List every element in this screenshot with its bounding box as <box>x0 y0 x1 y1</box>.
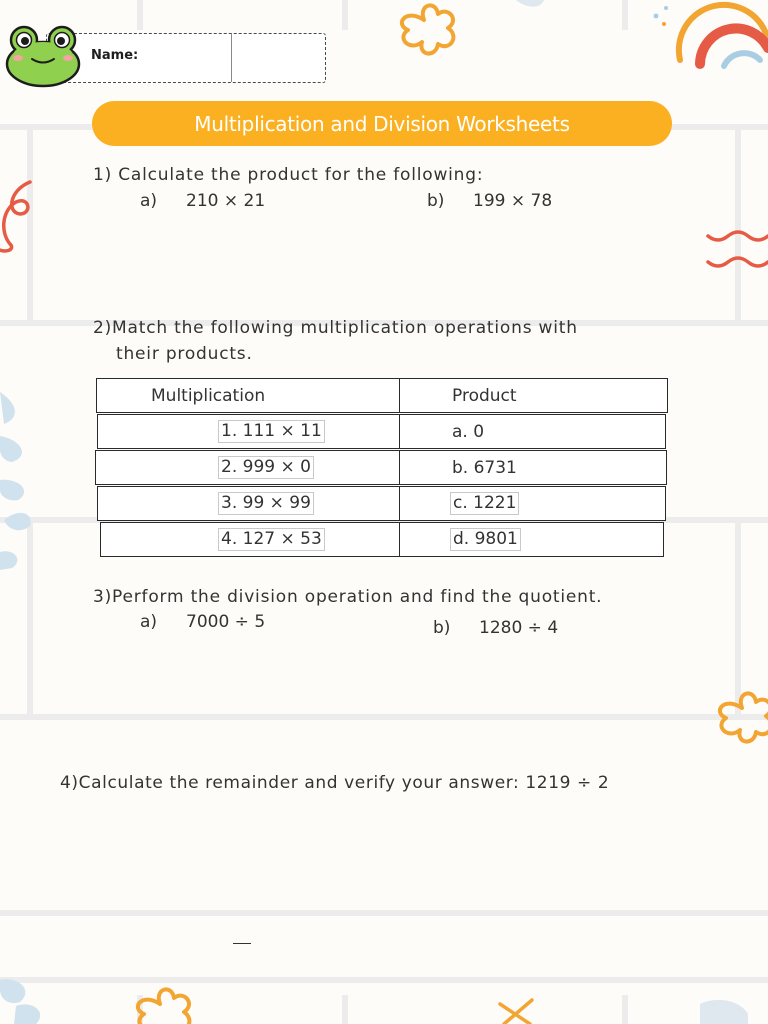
table-cell-product: d. 9801 <box>450 528 521 551</box>
question-1-prompt: 1) Calculate the product for the following: <box>93 165 484 185</box>
question-label: b) <box>433 618 451 638</box>
question-label: b) <box>427 191 445 211</box>
question-2-prompt-line2: their products. <box>116 344 253 364</box>
name-field-divider <box>231 34 232 82</box>
name-label: Name: <box>91 48 139 63</box>
table-header: Product <box>452 386 517 406</box>
leaf-doodle-icon <box>0 979 40 1024</box>
table-row <box>97 414 666 449</box>
flower-doodle-icon <box>402 5 454 53</box>
table-cell-multiplication: 3. 99 × 99 <box>218 492 314 515</box>
question-1a <box>140 191 265 211</box>
question-2-prompt-line1: 2)Match the following multiplication operations with <box>93 318 578 338</box>
question-3a <box>140 612 265 632</box>
cross-doodle-icon <box>500 1000 532 1024</box>
leaf-doodle-icon <box>0 392 31 570</box>
question-label: a) <box>140 191 158 211</box>
title-banner <box>92 101 672 146</box>
question-label: a) <box>140 612 158 632</box>
frog-icon <box>4 22 82 88</box>
table-row <box>95 450 667 485</box>
table-cell-product: b. 6731 <box>452 458 517 478</box>
question-4-prompt: 4)Calculate the remainder and verify your answer: 1219 ÷ 2 <box>60 773 610 793</box>
answer-dash <box>233 943 251 944</box>
table-header: Multiplication <box>151 386 266 406</box>
question-1b <box>427 191 552 211</box>
question-3-prompt: 3)Perform the division operation and find the quotient. <box>93 587 603 607</box>
table-cell-multiplication: 2. 999 × 0 <box>218 456 314 479</box>
rainbow-doodle-icon <box>654 5 768 66</box>
table-cell-multiplication: 1. 111 × 11 <box>218 420 325 443</box>
flower-doodle-icon <box>138 989 190 1024</box>
question-expression: 7000 ÷ 5 <box>186 612 266 632</box>
table-cell-product: a. 0 <box>452 422 485 442</box>
swirl-doodle-icon <box>0 182 30 251</box>
table-cell-multiplication: 4. 127 × 53 <box>218 528 325 551</box>
question-expression: 210 × 21 <box>186 191 266 211</box>
question-expression: 199 × 78 <box>473 191 553 211</box>
table-row <box>97 486 666 521</box>
table-row <box>100 522 664 557</box>
name-field[interactable] <box>46 33 326 83</box>
question-3b <box>433 618 558 638</box>
table-header-row <box>96 378 668 413</box>
page-title: Multiplication and Division Worksheets <box>194 111 570 136</box>
table-cell-product: c. 1221 <box>450 492 519 515</box>
question-expression: 1280 ÷ 4 <box>479 618 559 638</box>
